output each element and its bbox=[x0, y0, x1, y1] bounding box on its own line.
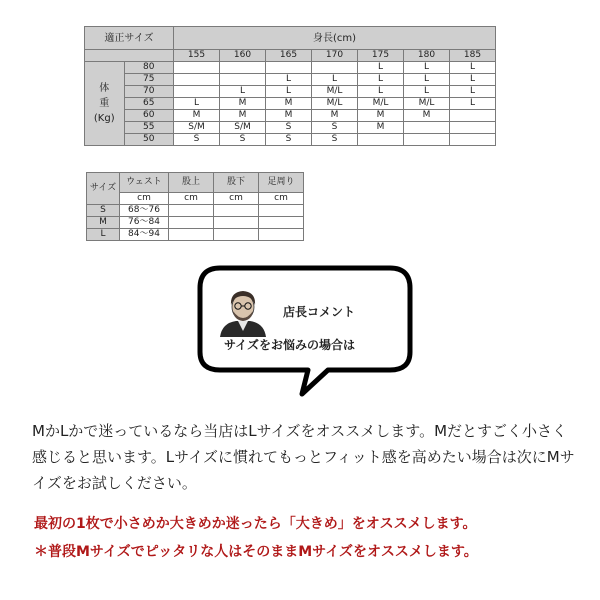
waist-value: 76〜84 bbox=[120, 217, 169, 229]
weight-value: 80 bbox=[124, 62, 173, 74]
size-cell: L bbox=[358, 86, 404, 98]
table-row bbox=[85, 98, 496, 110]
waist-value: 68〜76 bbox=[120, 205, 169, 217]
empty-cell bbox=[169, 217, 214, 229]
empty-cell bbox=[214, 217, 259, 229]
size-cell: L bbox=[404, 86, 450, 98]
size-label: M bbox=[87, 217, 120, 229]
weight-value: 60 bbox=[124, 110, 173, 122]
size-cell: L bbox=[266, 86, 312, 98]
comment-subtitle: サイズをお悩みの場合は bbox=[224, 338, 356, 352]
size-cell: S/M bbox=[174, 122, 220, 134]
size-cell bbox=[450, 134, 496, 146]
size-cell: L bbox=[358, 74, 404, 86]
size-cell: S bbox=[312, 134, 358, 146]
size-cell: M/L bbox=[312, 98, 358, 110]
size-label: S bbox=[87, 205, 120, 217]
size-cell: S bbox=[174, 134, 220, 146]
size-cell: S bbox=[312, 122, 358, 134]
empty-cell bbox=[214, 229, 259, 241]
column-header-waist: ウェスト bbox=[120, 173, 169, 193]
height-160: 160 bbox=[220, 50, 266, 62]
corner-label: 適正サイズ bbox=[85, 27, 174, 50]
weight-value: 70 bbox=[124, 86, 173, 98]
size-cell: M bbox=[174, 110, 220, 122]
unit-label: cm bbox=[259, 193, 304, 205]
size-cell: M bbox=[358, 122, 404, 134]
size-header: サイズ bbox=[87, 173, 120, 205]
measurement-table bbox=[86, 172, 304, 241]
height-label: 身長(cm) bbox=[174, 27, 496, 50]
table-row bbox=[87, 217, 304, 229]
height-155: 155 bbox=[174, 50, 220, 62]
size-cell: M bbox=[266, 98, 312, 110]
empty-cell bbox=[169, 205, 214, 217]
size-cell: L bbox=[266, 74, 312, 86]
size-cell: L bbox=[450, 98, 496, 110]
empty-cell bbox=[259, 205, 304, 217]
size-cell: L bbox=[174, 98, 220, 110]
blank-corner bbox=[85, 50, 174, 62]
size-cell bbox=[220, 74, 266, 86]
size-cell: M bbox=[266, 110, 312, 122]
size-cell: S/M bbox=[220, 122, 266, 134]
size-cell: L bbox=[312, 74, 358, 86]
height-170: 170 bbox=[312, 50, 358, 62]
size-cell: L bbox=[450, 86, 496, 98]
size-cell bbox=[404, 134, 450, 146]
size-chart bbox=[84, 26, 496, 146]
table-row bbox=[85, 122, 496, 134]
size-cell: L bbox=[450, 74, 496, 86]
size-cell: M bbox=[220, 98, 266, 110]
table-row bbox=[85, 62, 496, 74]
size-cell: S bbox=[266, 122, 312, 134]
empty-cell bbox=[259, 217, 304, 229]
column-header-leg-opening: 足周り bbox=[259, 173, 304, 193]
comment-text: MかLかで迷っているなら当店はLサイズをオススメします。Mだとすごく小さく感じると思います。Lサイズに慣れてもっとフィット感を高めたい場合は次にMサイズをお試しください。 bbox=[32, 422, 575, 492]
size-cell: M bbox=[220, 110, 266, 122]
weight-label: 体 重 (Kg) bbox=[85, 62, 125, 146]
size-cell: L bbox=[450, 62, 496, 74]
size-cell bbox=[174, 86, 220, 98]
size-cell: M bbox=[312, 110, 358, 122]
size-cell bbox=[174, 74, 220, 86]
unit-label: cm bbox=[214, 193, 259, 205]
size-cell bbox=[220, 62, 266, 74]
empty-cell bbox=[169, 229, 214, 241]
table-row bbox=[85, 134, 496, 146]
weight-value: 75 bbox=[124, 74, 173, 86]
size-cell: L bbox=[404, 62, 450, 74]
size-label: L bbox=[87, 229, 120, 241]
table-row bbox=[85, 110, 496, 122]
recommendation-note-2: ＊普段Mサイズでピッタリな人はそのままMサイズをオススメします。 bbox=[34, 544, 478, 560]
table-row bbox=[85, 74, 496, 86]
manager-portrait-icon bbox=[216, 287, 270, 337]
column-header-inseam: 股下 bbox=[214, 173, 259, 193]
size-cell: M/L bbox=[404, 98, 450, 110]
size-cell: S bbox=[266, 134, 312, 146]
waist-value: 84〜94 bbox=[120, 229, 169, 241]
height-180: 180 bbox=[404, 50, 450, 62]
unit-label: cm bbox=[120, 193, 169, 205]
weight-value: 55 bbox=[124, 122, 173, 134]
size-cell: M bbox=[358, 110, 404, 122]
size-cell: L bbox=[404, 74, 450, 86]
comment-bubble bbox=[190, 262, 420, 402]
size-cell bbox=[266, 62, 312, 74]
comment-title: 店長コメント bbox=[283, 305, 356, 319]
height-165: 165 bbox=[266, 50, 312, 62]
table-row bbox=[85, 86, 496, 98]
size-cell bbox=[358, 134, 404, 146]
size-cell bbox=[174, 62, 220, 74]
size-cell bbox=[404, 122, 450, 134]
size-cell: M bbox=[404, 110, 450, 122]
size-cell bbox=[450, 110, 496, 122]
size-cell: M/L bbox=[358, 98, 404, 110]
column-header-rise: 股上 bbox=[169, 173, 214, 193]
size-cell bbox=[312, 62, 358, 74]
recommendation-note-1: 最初の1枚で小さめか大きめか迷ったら「大きめ」をオススメします。 bbox=[34, 516, 477, 532]
height-175: 175 bbox=[358, 50, 404, 62]
empty-cell bbox=[214, 205, 259, 217]
size-cell: M/L bbox=[312, 86, 358, 98]
unit-label: cm bbox=[169, 193, 214, 205]
table-row bbox=[87, 205, 304, 217]
empty-cell bbox=[259, 229, 304, 241]
table-row bbox=[87, 229, 304, 241]
size-cell bbox=[450, 122, 496, 134]
weight-value: 65 bbox=[124, 98, 173, 110]
size-cell: L bbox=[358, 62, 404, 74]
size-cell: L bbox=[220, 86, 266, 98]
size-cell: S bbox=[220, 134, 266, 146]
height-185: 185 bbox=[450, 50, 496, 62]
weight-value: 50 bbox=[124, 134, 173, 146]
